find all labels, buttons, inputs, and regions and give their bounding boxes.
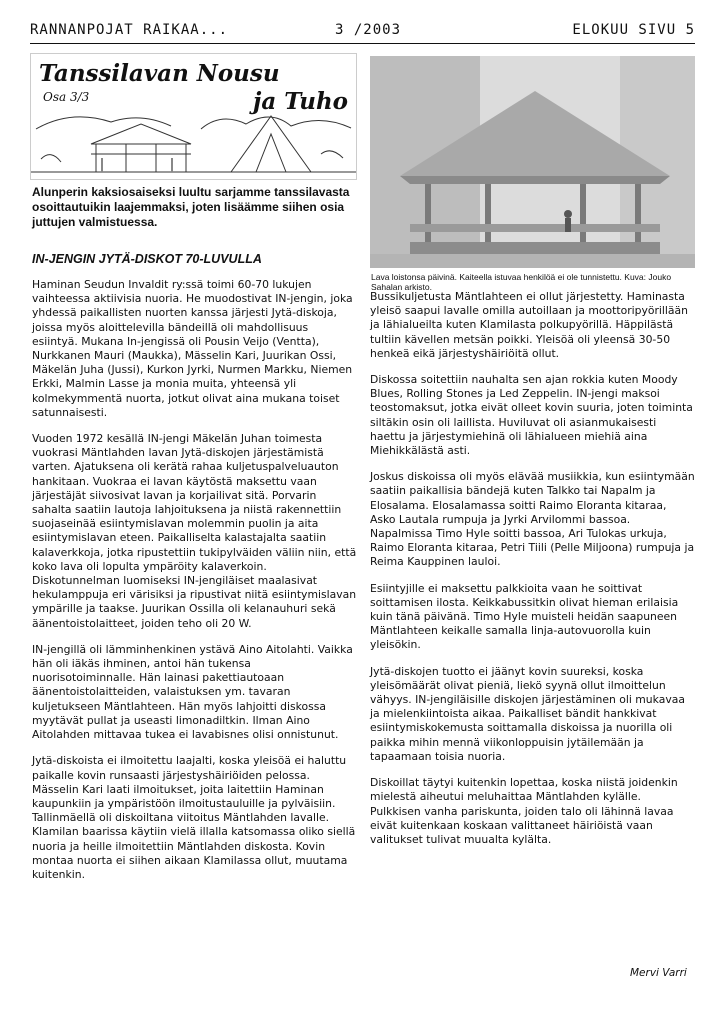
paragraph: Esiintyjille ei maksettu palkkioita vaan he soittivat soittamisen ilosta. Keikkabussitkin olivat hieman erilaisia kuin tänä päivänä. Timo Hyle muisteli heidän saapuneen Mäntlahteen keikalle samalla linja-autovuorolla kuin yleisökin.	[370, 581, 679, 652]
header-rule	[30, 43, 695, 44]
paragraph: Vuoden 1972 kesällä IN-jengi Mäkelän Juhan toimesta vuokrasi Mäntlahden lavan Jytä-diskojen järjestämistä varten. Ajatuksena oli kerätä rahaa kuljetuspalveluauton hankitaan. Vuokraa ei lavan käytöstä maksettu vaan järjestäjät siivosivat lavan ja korjailivat sitä. Porvarin sahalta saatiin lautoja lahjoituksena ja niistä rakennettiin suojaseinää esiintymislavan molemmin puolin ja aita esiintymislavan eteen. Paikalliselta kalastajalta saatiin kalaverkkoja, jotka ripustettiin tukipylväiden väliin niin, että koko lava oli lopulta ympäröity kalaverkoin. Diskotunnelman luomiseksi IN-jengiläiset maalasivat hekulamppuja eri värisiksi ja ripustivat niitä esiintymislavan ympärille ja taakse. Juurikan Ossilla oli kelanauhuri sekä äänentoistolaitteet, joiden teho oli 20 W.	[32, 432, 357, 630]
left-column	[32, 278, 357, 894]
article-title-line1: Tanssilavan Nousu	[39, 60, 280, 87]
header-issue: 3 /2003	[335, 22, 402, 38]
paragraph: IN-jengillä oli lämminhenkinen ystävä Aino Aitolahti. Vaikka hän oli iäkäs ihminen, antoi hän tukensa nuorisotoiminnalle. Hän lainasi pakettiautoaan äänentoistolaitteiden, valaistuksen ym. tavaran kuljetukseen Mäntlahteen. Hän myös lahjoitti diskossa myytävät pullat ja useasti limonadiltkin. Ilman Aino Aitolahden mittavaa tukea ei lavabisnes olisi onnistunut.	[32, 642, 353, 742]
paragraph: Diskoillat täytyi kuitenkin lopettaa, koska niistä joidenkin mielestä aiheutui meluhaittaa Mäntlahden kylälle. Pulkkisen vanha pariskunta, joiden talo oli lähinnä lavaa eivät kuitenkaan koskaan valittaneet häiriöistä vaan valitukset tulivat muualta kylälta.	[370, 776, 678, 846]
article-title-line2: ja Tuho	[253, 88, 349, 115]
photo-caption: Lava loistonsa päivinä. Kaiteella istuvaa henkilöä ei ole tunnistettu. Kuva: Jouko Sahalan arkisto.	[371, 272, 672, 292]
author-signature: Mervi Varri	[630, 967, 687, 979]
title-illustration	[30, 53, 357, 180]
paragraph: Bussikuljetusta Mäntlahteen ei ollut järjestetty. Haminasta yleisö saapui lavalle omilla autoillaan ja moottoripyörillään ja lähialueilta kuten Klamilasta polkupyörillä. Häppilästä tultiin kävellen metsän poikki. Yleisöä oli yleensä 30-50 henkeä eikä järjestyshäiriöitä ollut.	[370, 290, 689, 360]
pavilion-photo	[370, 56, 695, 268]
right-column	[370, 290, 695, 859]
paragraph: Jytä-diskoista ei ilmoitettu laajalti, koska yleisöä ei haluttu paikalle kovin runsaasti järjestyshäiriöiden pelossa. Mässelin Kari laati ilmoitukset, joita laitettiin Haminan kaupunkiin ja ympäristöön ilmoitustauluille ja pylväisiin. Tallinmäellä oli diskoiltana viitoitus Mäntlahden lavalle. Klamilan baarissa käytiin vielä illalla katsomassa oliko siellä nuoria ja heille ilmoitettiin Mäntlahden diskosta. Kovin montaa nuorta ei siihen aikaan Klamilassa ollut, muutama kuitenkin.	[32, 754, 356, 881]
header-page: ELOKUU SIVU 5	[572, 22, 695, 38]
article-lead: Alunperin kaksiosaiseksi luultu sarjamme tanssilavasta osoittautuikin laajemmaksi, joten lisäämme siihen osia juttujen valmistuessa.	[32, 185, 350, 229]
page-header	[30, 20, 695, 42]
paragraph: Jytä-diskojen tuotto ei jäänyt kovin suureksi, koska yleisömäärät olivat pieniä, liekö syynä ollut ilmoittelun vähyys. IN-jengiläisille diskojen järjestäminen oli mukavaa ja mielenkiintoista aikaa. Paikalliset bändit hankkivat esiintymiskokemusta soittamalla diskoissa ja nuorilla oli paikka mihin mennä viikonloppuisin jytäilemään ja tapaamaan toisia nuoria.	[370, 664, 685, 763]
header-publication: RANNANPOJAT RAIKAA...	[30, 22, 229, 38]
pavilion-photo-drawing	[370, 56, 695, 268]
paragraph: Joskus diskoissa oli myös elävää musiikkia, kun esiintymään saatiin paikallisia bändejä kuten Talkko tai Napalm ja Elosalama. Elosalamassa soitti Raimo Eloranta kitaraa, Asko Lautala rumpuja ja Jyrki Arvilommi bassoa. Napalmissa Timo Hyle soitti bassoa, Ari Tulokas urkuja, Raimo Eloranta kitaraa, Petri Tiili (Pelle Miljoona) rumpuja ja Reima Kauppinen lauloi.	[370, 470, 695, 569]
paragraph: Diskossa soitettiin nauhalta sen ajan rokkia kuten Moody Blues, Rolling Stones ja Led Zeppelin. IN-jengi maksoi teostomaksut, jotka eivät olleet kovin suuria, joten toiminta siltäkin osin oli laillista. Huviluvat oli asianmukaisesti haettu ja järjestymiehinä oli lähialueen miehiä aina Miehikkälästä asti.	[370, 373, 693, 458]
section-heading: IN-JENGIN JYTÄ-DISKOT 70-LUVULLA	[32, 252, 262, 266]
article-part-label: Osa 3/3	[43, 90, 90, 104]
paragraph: Haminan Seudun Invaldit ry:ssä toimi 60-70 lukujen vaihteessa aktiivisia nuoria. He muodostivat IN-jengin, joka yhdessä paikallisten nuorten kanssa järjesti Jytä-diskoja, joissa myös aloittelevilla bändeillä oli mahdollisuus esiintyä. Mukana In-jengissä oli Pousin Veijo (Ventta), Nurkkanen Mauri (Maukka), Mässelin Kari, Juurikan Ossi, Mäkelän Juha (Jussi), Kurkon Jyrki, Nurmen Markku, Niemen Erkki, Malmin Lasse ja monia muita, yhteensä yli kolmekymmentä nuorta, jotkut olivat aina mukana toiset satunnaisesti.	[32, 278, 353, 419]
